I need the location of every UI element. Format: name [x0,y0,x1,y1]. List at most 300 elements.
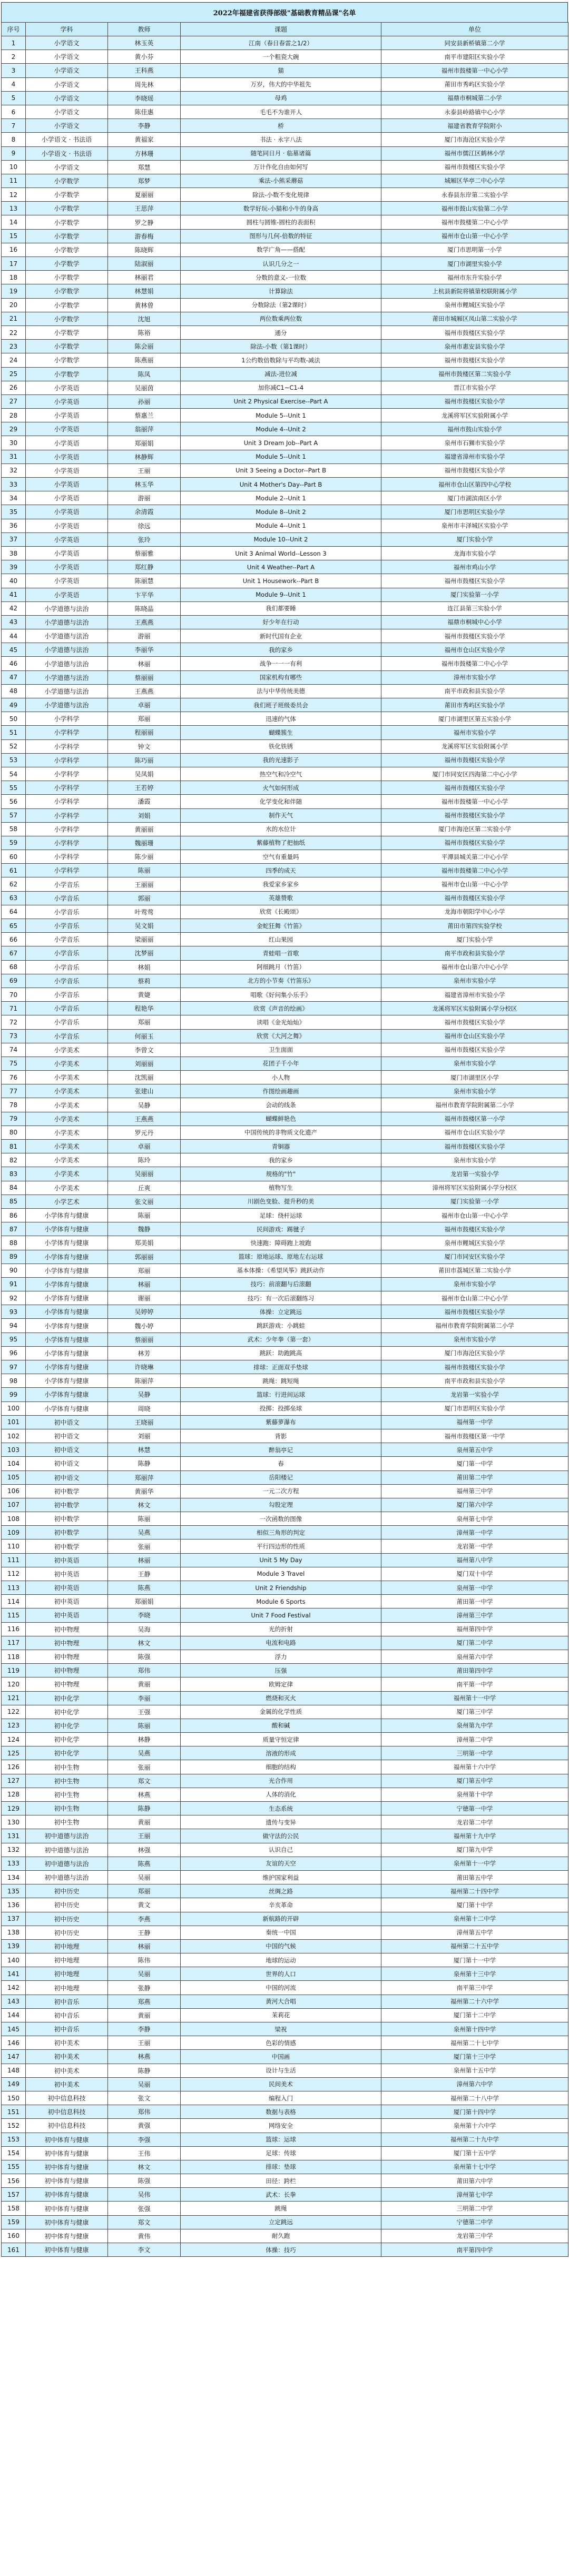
cell-topic: 春 [181,1457,381,1470]
cell-subject: 小学数学 [26,257,108,271]
cell-index: 161 [2,2243,26,2257]
cell-topic: 跳绳 [181,2202,381,2215]
cell-topic: 国家机构有哪些 [181,670,381,684]
cell-teacher: 吴燕 [108,1526,181,1539]
cell-subject: 初中音乐 [26,1995,108,2008]
cell-index: 35 [2,505,26,519]
cell-school: 福州第二十四中学 [381,1884,568,1898]
header-subject: 学科 [26,23,108,36]
cell-index: 114 [2,1595,26,1608]
cell-school: 泉州市惠安县实验小学 [381,340,568,353]
cell-index: 64 [2,905,26,919]
cell-teacher: 卞平华 [108,588,181,601]
cell-subject: 小学美术 [26,1098,108,1112]
cell-topic: 化学变化和伴随 [181,795,381,808]
cell-index: 10 [2,160,26,174]
cell-subject: 小学美术 [26,1153,108,1167]
table-row [2,712,568,726]
cell-subject: 小学体育与健康 [26,1346,108,1360]
cell-index: 43 [2,615,26,629]
cell-topic: 篮球：原地运球、原地左右运球 [181,1250,381,1264]
table-row [2,1333,568,1346]
cell-topic: 色彩的情感 [181,2036,381,2050]
cell-subject: 小学科学 [26,850,108,864]
cell-topic: Unit 2 Friendship [181,1581,381,1595]
cell-subject: 初中化学 [26,1719,108,1732]
cell-subject: 小学科学 [26,781,108,795]
cell-topic: Unit 1 Housework--Part B [181,574,381,588]
cell-index: 84 [2,1181,26,1195]
cell-index: 157 [2,2188,26,2202]
cell-index: 56 [2,795,26,808]
cell-index: 135 [2,1884,26,1898]
cell-topic: 电流和电路 [181,1636,381,1650]
cell-school: 泉州第十一中学 [381,1857,568,1870]
cell-school: 福州市鼓楼区实验小学 [381,1043,568,1057]
table-row [2,1181,568,1195]
cell-topic: 欧姆定律 [181,1677,381,1691]
cell-topic: 会动的线条 [181,1098,381,1112]
cell-index: 104 [2,1457,26,1470]
cell-teacher: 黄强 [108,2119,181,2133]
cell-index: 53 [2,753,26,767]
cell-teacher: 陈燕丽 [108,353,181,367]
table-row [2,2050,568,2064]
cell-index: 21 [2,312,26,325]
cell-index: 37 [2,532,26,546]
table-row [2,2105,568,2119]
cell-school: 漳州第七中学 [381,2188,568,2202]
table-row [2,1995,568,2008]
table-row [2,1112,568,1126]
cell-topic: 我们都要睡 [181,601,381,615]
cell-teacher: 孙丽 [108,394,181,408]
cell-topic: 火气如何形成 [181,781,381,795]
cell-teacher: 魏丽珊 [108,836,181,850]
cell-subject: 小学体育与健康 [26,1264,108,1277]
cell-teacher: 郑伟 [108,2105,181,2119]
cell-subject: 小学艺术 [26,1195,108,1208]
cell-index: 65 [2,919,26,933]
cell-index: 115 [2,1608,26,1622]
cell-teacher: 王若婷 [108,781,181,795]
table-row [2,463,568,477]
table-row [2,1581,568,1595]
cell-subject: 小学音乐 [26,974,108,988]
cell-school: 龙岩第一中学 [381,1539,568,1553]
table-row [2,2119,568,2133]
cell-topic: Module 6 Sports [181,1595,381,1608]
cell-topic: 川剧色变脸、提升秒的美 [181,1195,381,1208]
table-row [2,1222,568,1236]
cell-topic: 民间美术 [181,2077,381,2091]
cell-index: 131 [2,1829,26,1843]
cell-topic: Module 9--Unit 1 [181,588,381,601]
cell-school: 厦门实验第一小学 [381,588,568,601]
cell-index: 155 [2,2160,26,2174]
cell-index: 36 [2,519,26,532]
document-title: 2022年福建省获得部级"基础教育精品课"名单 [1,2,568,22]
cell-subject: 小学美术 [26,1140,108,1153]
cell-index: 66 [2,933,26,946]
cell-index: 97 [2,1360,26,1374]
cell-index: 89 [2,1250,26,1264]
cell-index: 1 [2,36,26,50]
table-row [2,1167,568,1181]
cell-teacher: 许晓琳 [108,1360,181,1374]
cell-index: 14 [2,215,26,229]
cell-school: 福州市仓山区第四中心学校 [381,478,568,491]
cell-teacher: 陈丽慧 [108,574,181,588]
cell-topic: 欣赏《声音的绘画》 [181,1002,381,1015]
cell-teacher: 陈少丽 [108,850,181,864]
table-row [2,836,568,850]
cell-teacher: 张丽 [108,1760,181,1774]
cell-index: 139 [2,1939,26,1953]
cell-index: 74 [2,1043,26,1057]
cell-school: 厦门双十中学 [381,1567,568,1581]
cell-topic: Unit 3 Seeing a Doctor--Part B [181,463,381,477]
cell-school: 福州市仓山区实验小学 [381,1126,568,1139]
cell-topic: 红山果园 [181,933,381,946]
cell-topic: 体操：技巧 [181,2243,381,2257]
table-row [2,1884,568,1898]
table-row [2,450,568,463]
cell-teacher: 郑燕 [108,1995,181,2008]
cell-teacher: 郑丽 [108,1884,181,1898]
cell-teacher: 林强 [108,1843,181,1857]
cell-school: 泉州第十二中学 [381,1912,568,1926]
cell-school: 福鼎市桐城中心小学 [381,615,568,629]
cell-teacher: 李丽 [108,1691,181,1705]
cell-school: 永春县东岸第二实验小学 [381,188,568,202]
cell-school: 福州市鼓楼区实验小学 [381,836,568,850]
cell-index: 31 [2,450,26,463]
cell-topic: 维护国家利益 [181,1870,381,1884]
cell-subject: 初中生物 [26,1788,108,1801]
cell-subject: 小学数学 [26,174,108,187]
cell-teacher: 陈丽 [108,1208,181,1222]
cell-subject: 小学体育与健康 [26,1291,108,1305]
cell-school: 莆田市第四实验学校 [381,919,568,933]
cell-index: 59 [2,836,26,850]
cell-teacher: 黄丽华 [108,1484,181,1498]
cell-topic: 猫 [181,64,381,77]
cell-school: 厦门第十四中学 [381,2105,568,2119]
cell-topic: 网络安全 [181,2119,381,2133]
cell-school: 龙岩第一实验小学 [381,1388,568,1401]
table-row [2,1733,568,1746]
cell-subject: 初中数学 [26,1484,108,1498]
cell-school: 福州市鼓楼区实验小学 [381,753,568,767]
cell-teacher: 李晓 [108,1608,181,1622]
cell-topic: 人体的消化 [181,1788,381,1801]
cell-index: 102 [2,1429,26,1443]
cell-topic: Unit 4 Mother's Day--Part B [181,478,381,491]
cell-topic: 民间游戏：踢毽子 [181,1222,381,1236]
cell-topic: 平行四边形的性质 [181,1539,381,1553]
cell-index: 98 [2,1374,26,1388]
table-row [2,781,568,795]
cell-topic: 中国的河流 [181,1981,381,1995]
cell-topic: 书法 · 永字八法 [181,133,381,146]
cell-topic: 醉翁亭记 [181,1443,381,1457]
cell-topic: Module 5--Unit 1 [181,450,381,463]
cell-teacher: 陈静 [108,2064,181,2077]
cell-subject: 小学音乐 [26,919,108,933]
cell-teacher: 周先林 [108,77,181,91]
cell-teacher: 郑丽娟 [108,1595,181,1608]
cell-subject: 小学语文 · 书法语 [26,146,108,160]
table-row [2,560,568,574]
cell-subject: 小学体育与健康 [26,1305,108,1319]
cell-index: 154 [2,2146,26,2160]
cell-subject: 小学英语 [26,409,108,422]
cell-teacher: 郭丽 [108,891,181,905]
cell-school: 福州第三中学 [381,1484,568,1498]
cell-topic: 母鸡 [181,91,381,105]
cell-topic: 做守法的公民 [181,1829,381,1843]
table-row [2,133,568,146]
cell-index: 130 [2,1815,26,1829]
cell-subject: 小学科学 [26,795,108,808]
cell-teacher: 吴丽丽 [108,1167,181,1181]
cell-subject: 小学音乐 [26,877,108,891]
cell-topic: 地球的运动 [181,1953,381,1967]
table-row [2,1208,568,1222]
cell-topic: 热空气和冷空气 [181,767,381,781]
cell-subject: 小学数学 [26,229,108,243]
cell-topic: 随笔同日月 · 临墓诸篇 [181,146,381,160]
cell-subject: 小学英语 [26,422,108,436]
cell-school: 莆田市荔城区第二实验小学 [381,1264,568,1277]
cell-subject: 初中语文 [26,1415,108,1429]
cell-subject: 初中英语 [26,1608,108,1622]
cell-index: 58 [2,822,26,836]
table-row [2,1595,568,1608]
cell-school: 福州市鼓楼第二中心小学 [381,215,568,229]
cell-index: 57 [2,808,26,822]
cell-school: 福州市鼓楼区实验小学 [381,891,568,905]
cell-teacher: 钟文 [108,739,181,753]
table-row [2,1967,568,1981]
cell-school: 福州市仓山第一中心小学 [381,1208,568,1222]
cell-topic: 一次函数的图像 [181,1512,381,1526]
cell-index: 150 [2,2091,26,2105]
table-row [2,946,568,960]
table-row [2,2022,568,2036]
cell-teacher: 夏丽丽 [108,188,181,202]
cell-teacher: 郑文 [108,1774,181,1788]
cell-topic: Unit 3 Dream Job--Part A [181,436,381,450]
cell-index: 136 [2,1898,26,1912]
cell-index: 147 [2,2050,26,2064]
cell-teacher: 程丽丽 [108,726,181,739]
cell-teacher: 王丽丽 [108,877,181,891]
table-row [2,615,568,629]
cell-subject: 初中生物 [26,1802,108,1815]
cell-subject: 小学语文 [26,50,108,64]
cell-subject: 小学体育与健康 [26,1236,108,1250]
cell-school: 厦门市思明第一小学 [381,243,568,256]
cell-subject: 初中语文 [26,1443,108,1457]
cell-school: 福建省漳州市实验小学 [381,450,568,463]
cell-school: 厦门市湖里区小学 [381,1071,568,1084]
cell-topic: 阿细跳月（竹笛） [181,960,381,974]
cell-subject: 小学美术 [26,1084,108,1098]
table-row [2,367,568,381]
cell-teacher: 丘爽 [108,1181,181,1195]
table-row [2,1829,568,1843]
cell-subject: 小学体育与健康 [26,1277,108,1291]
table-row [2,974,568,988]
cell-school: 漳州第六中学 [381,2077,568,2091]
cell-school: 厦门市湖里实验小学 [381,257,568,271]
cell-subject: 小学道德与法治 [26,698,108,712]
table-row [2,1264,568,1277]
cell-school: 泉州市鲤城区实验小学 [381,1236,568,1250]
cell-school: 福州市鼓楼第二中心小学 [381,864,568,877]
table-row [2,1126,568,1139]
cell-school: 南平市建阳区实验小学 [381,50,568,64]
cell-school: 福州市鼓楼区实验小学 [381,781,568,795]
cell-subject: 初中体育与健康 [26,2160,108,2174]
cell-teacher: 吴海 [108,1622,181,1636]
cell-subject: 初中历史 [26,1898,108,1912]
table-row [2,215,568,229]
table-row [2,2064,568,2077]
table-row [2,1815,568,1829]
cell-subject: 小学体育与健康 [26,1360,108,1374]
table-row [2,2077,568,2091]
cell-topic: 编程入门 [181,2091,381,2105]
cell-school: 福州市鼓山实验第二小学 [381,202,568,215]
cell-topic: Module 2--Unit 1 [181,491,381,505]
cell-teacher: 翁丽萍 [108,422,181,436]
cell-topic: 遗传与变异 [181,1815,381,1829]
cell-subject: 小学音乐 [26,1002,108,1015]
cell-topic: 卫生面面 [181,1043,381,1057]
cell-subject: 初中美术 [26,2050,108,2064]
cell-index: 113 [2,1581,26,1595]
cell-topic: Module 4--Unit 1 [181,519,381,532]
cell-subject: 小学语文 [26,119,108,133]
header-topic: 课题 [181,23,381,36]
cell-index: 78 [2,1098,26,1112]
header-teacher: 教师 [108,23,181,36]
cell-school: 福州市鼓楼区实验小学 [381,353,568,367]
cell-index: 32 [2,463,26,477]
cell-teacher: 林静辉 [108,450,181,463]
cell-subject: 初中体育与健康 [26,2243,108,2257]
cell-teacher: 罗之静 [108,215,181,229]
cell-topic: 分数的意义-一位数 [181,271,381,284]
table-row [2,629,568,643]
table-row [2,1939,568,1953]
cell-school: 泉州第十五中学 [381,2064,568,2077]
cell-topic: 万岁，伟大的中华祖先 [181,77,381,91]
cell-subject: 小学数学 [26,215,108,229]
cell-school: 南平市政和县实验小学 [381,684,568,698]
table-row [2,353,568,367]
table-row [2,505,568,519]
table-row [2,1912,568,1926]
table-row [2,1526,568,1539]
cell-topic: 跳跃游戏：小跳蛙 [181,1319,381,1333]
cell-school: 福州市鼓楼第二中心小学 [381,657,568,670]
cell-topic: 我的家乡 [181,1153,381,1167]
cell-index: 110 [2,1539,26,1553]
cell-school: 福州市鼓楼区实验小学 [381,1305,568,1319]
cell-teacher: 林静 [108,1733,181,1746]
cell-index: 75 [2,1057,26,1070]
table-row [2,77,568,91]
cell-school: 泉州市实验小学 [381,1277,568,1291]
cell-index: 122 [2,1705,26,1719]
cell-teacher: 林玉华 [108,478,181,491]
cell-teacher: 黄丽 [108,1815,181,1829]
cell-teacher: 陈凤 [108,367,181,381]
cell-index: 20 [2,298,26,312]
cell-school: 福州市仓山区实验小学 [381,1029,568,1043]
cell-school: 福州市鼓楼区实验小学 [381,1360,568,1374]
cell-subject: 小学科学 [26,822,108,836]
table-row [2,891,568,905]
cell-subject: 小学道德与法治 [26,615,108,629]
cell-topic: 足球：绕杆运球 [181,1208,381,1222]
cell-teacher: 陈强 [108,2174,181,2188]
table-row [2,1705,568,1719]
cell-topic: 中国传统的非物质文化遗产 [181,1126,381,1139]
cell-index: 26 [2,381,26,394]
cell-school: 厦门市同安区四海第二中心小学 [381,767,568,781]
table-row [2,795,568,808]
table-row [2,850,568,864]
cell-subject: 初中体育与健康 [26,2202,108,2215]
cell-teacher: 张文 [108,2091,181,2105]
cell-subject: 小学音乐 [26,1015,108,1029]
cell-school: 福鼎市桐城第二小学 [381,91,568,105]
cell-index: 73 [2,1029,26,1043]
cell-school: 厦门市海沧区实验小学 [381,133,568,146]
cell-subject: 小学英语 [26,574,108,588]
cell-topic: 数据与表格 [181,2105,381,2119]
cell-topic: 丝绸之路 [181,1884,381,1898]
table-row [2,643,568,657]
cell-index: 140 [2,1953,26,1967]
cell-subject: 小学科学 [26,767,108,781]
cell-teacher: 周晓 [108,1401,181,1415]
cell-index: 51 [2,726,26,739]
cell-subject: 初中化学 [26,1733,108,1746]
cell-topic: 我们班子班级委员会 [181,698,381,712]
cell-index: 40 [2,574,26,588]
cell-teacher: 张强 [108,2202,181,2215]
cell-teacher: 魏小婷 [108,1319,181,1333]
cell-school: 泉州市石狮市实验小学 [381,436,568,450]
cell-topic: 北方的小节奏《竹笛乐》 [181,974,381,988]
cell-subject: 小学语文 [26,77,108,91]
cell-subject: 初中历史 [26,1926,108,1939]
cell-teacher: 魏静 [108,1222,181,1236]
cell-topic: 我爱家乡家乡 [181,877,381,891]
cell-teacher: 陆淑丽 [108,257,181,271]
cell-subject: 小学美术 [26,1181,108,1195]
cell-school: 泉州市实验小学 [381,1084,568,1098]
cell-teacher: 吴婷婷 [108,1305,181,1319]
cell-teacher: 陈晓晶 [108,601,181,615]
cell-subject: 初中体育与健康 [26,2146,108,2160]
